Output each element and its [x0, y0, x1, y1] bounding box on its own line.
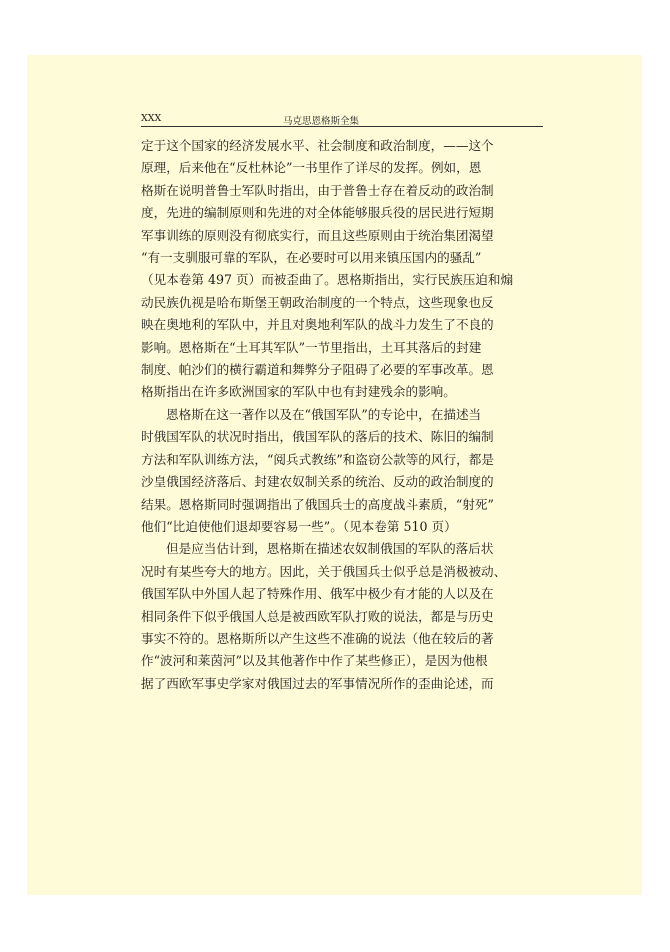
text-line: 动民族仇视是哈布斯堡王朝政治制度的一个特点，这些现象也反: [141, 294, 494, 310]
paragraph-1: [141, 135, 543, 404]
text-line: 事实不符的。恩格斯所以产生这些不准确的说法（他在较后的著: [141, 630, 494, 646]
text-line: 他们“比迫使他们退却要容易一些”。（见本卷第 510 页）: [141, 518, 457, 534]
text-line: 方法和军队训练方法，“阅兵式教练”和盗窃公款等的风行，都是: [141, 451, 494, 467]
text-line: 沙皇俄国经济落后、封建农奴制关系的统治、反动的政治制度的: [141, 474, 494, 490]
text-line: 格斯在说明普鲁士军队时指出，由于普鲁士存在着反动的政治制: [141, 182, 494, 198]
text-line: 影响。恩格斯在“土耳其军队”一节里指出，土耳其落后的封建: [141, 339, 482, 355]
text-line: 况时有某些夸大的地方。因此，关于俄国兵士似乎总是消极被动、: [141, 563, 507, 579]
text-line: 度，先进的编制原则和先进的对全体能够服兵役的居民进行短期: [141, 205, 494, 221]
text-line: 作“波河和莱茵河”以及其他著作中作了某些修正），是因为他根: [141, 653, 488, 669]
page-number: XXX: [141, 113, 162, 124]
text-line: （见本卷第 497 页）而被歪曲了。恩格斯指出，实行民族压迫和煽: [141, 272, 514, 288]
text-line: 但是应当估计到，恩格斯在描述农奴制俄国的军队的落后状: [166, 541, 494, 557]
text-line: 俄国军队中外国人起了特殊作用、俄军中极少有才能的人以及在: [141, 586, 494, 602]
paragraph-3: [141, 538, 543, 695]
header-rule: [141, 126, 543, 127]
text-line: 据了西欧军事史学家对俄国过去的军事情况所作的歪曲论述，而: [141, 675, 494, 691]
body-text: [141, 135, 543, 695]
page-header: [118, 108, 524, 126]
text-line: “有一支驯服可靠的军队，在必要时可以用来镇压国内的骚乱”: [141, 250, 482, 266]
text-line: 军事训练的原则没有彻底实行，而且这些原则由于统治集团渴望: [141, 227, 494, 243]
text-line: 定于这个国家的经济发展水平、社会制度和政治制度，——这个: [141, 138, 494, 153]
text-line: 结果。恩格斯同时强调指出了俄国兵士的高度战斗素质，“射死”: [141, 496, 494, 512]
text-line: 映在奥地利的军队中，并且对奥地利军队的战斗力发生了不良的: [141, 317, 494, 333]
text-line: 格斯指出在许多欧洲国家的军队中也有封建残余的影响。: [141, 384, 456, 400]
text-line: 时俄国军队的状况时指出，俄国军队的落后的技术、陈旧的编制: [141, 429, 494, 445]
text-line: 恩格斯在这一著作以及在“俄国军队”的专论中，在描述当: [166, 406, 482, 422]
text-line: 原理，后来他在“反杜林论”一书里作了详尽的发挥。例如，恩: [141, 160, 482, 176]
text-line: 相同条件下似乎俄国人总是被西欧军队打败的说法，都是与历史: [141, 608, 494, 624]
running-title: 马克思恩格斯全集: [282, 116, 359, 127]
text-line: 制度、帕沙们的横行霸道和舞弊分子阻碍了必要的军事改革。恩: [141, 362, 494, 378]
paragraph-2: [141, 404, 543, 538]
